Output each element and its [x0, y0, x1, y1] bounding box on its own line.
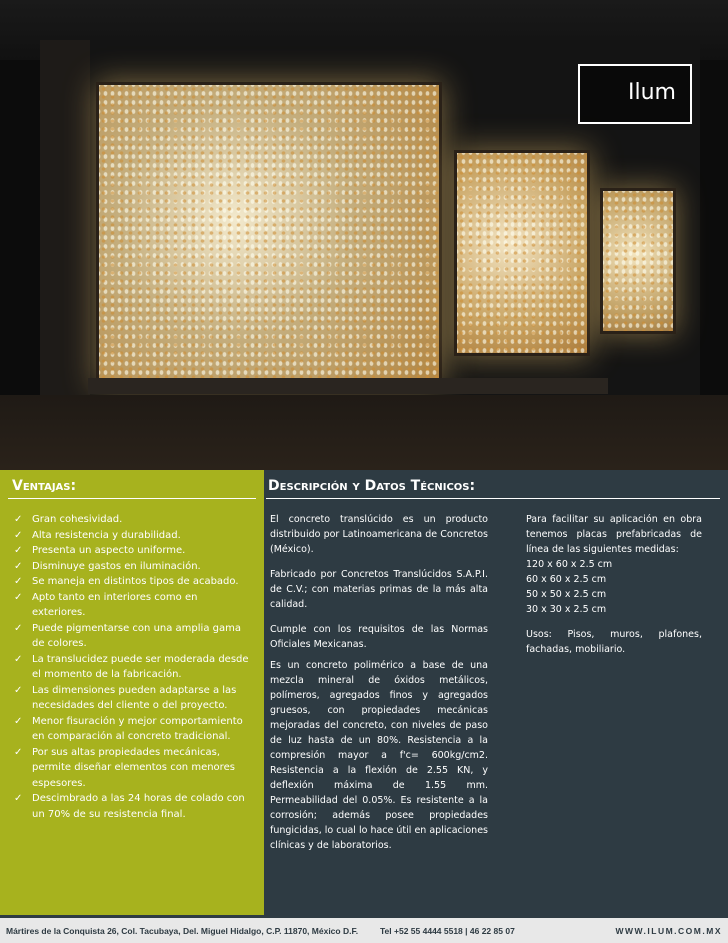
size-item: 50 x 50 x 2.5 cm [526, 589, 607, 600]
list-item: ✓ Por sus altas propiedades mecánicas, permite diseñar elementos con menores espesores. [14, 746, 235, 789]
list-item: ✓ La translucidez puede ser moderada desde el momento de la fabricación. [14, 653, 249, 680]
check-icon: ✓ [14, 576, 23, 587]
size-item: 120 x 60 x 2.5 cm [526, 559, 613, 570]
divider-left [8, 498, 256, 499]
placas-intro: Para facilitar su aplicación en obra tenemos placas prefabricadas de línea de las siguientes medidas: [526, 514, 702, 555]
check-icon: ✓ [14, 560, 23, 572]
list-item: ✓ Puede pigmentarse con una amplia gama de colores. [14, 622, 241, 649]
brand-logo-box [578, 64, 692, 124]
list-item: ✓ Las dimensiones pueden adaptarse a las necesidades del cliente o del proyecto. [14, 684, 237, 711]
size-item: 30 x 30 x 2.5 cm [526, 604, 607, 615]
check-icon: ✓ [14, 746, 23, 758]
descripcion-col1 [270, 512, 488, 863]
list-item: ✓ Alta resistencia y durabilidad. [14, 528, 254, 544]
check-icon: ✓ [14, 653, 23, 665]
ground [0, 395, 728, 470]
translucent-panel-small [600, 188, 676, 334]
check-icon: ✓ [14, 684, 23, 696]
check-icon: ✓ [14, 793, 23, 804]
list-item: ✓ Disminuye gastos en iluminación. [14, 559, 254, 575]
usos-text: Usos: Pisos, muros, plafones, fachadas, mobiliario. [526, 629, 702, 655]
descripcion-col2 [526, 512, 702, 667]
list-item: ✓ Se maneja en distintos tipos de acabado. [14, 574, 254, 590]
desc-paragraph-3: Cumple con los requisitos de las Normas Oficiales Mexicanas. [270, 624, 488, 650]
list-item: ✓ Apto tanto en interiores como en exteriores. [14, 591, 198, 618]
check-icon: ✓ [14, 591, 23, 603]
translucent-panel-large [96, 82, 442, 388]
ventajas-list [14, 512, 254, 822]
check-icon: ✓ [14, 715, 23, 727]
check-icon: ✓ [14, 529, 23, 541]
footer-phone: Tel +52 55 4444 5518 | 46 22 85 07 [380, 926, 515, 936]
translucent-panel-medium [454, 150, 590, 356]
check-icon: ✓ [14, 545, 23, 556]
check-icon: ✓ [14, 622, 23, 634]
list-item: ✓ Menor fisuración y mejor comportamiento en comparación al concreto tradicional. [14, 715, 243, 742]
ledge [88, 378, 608, 394]
size-item: 60 x 60 x 2.5 cm [526, 574, 607, 585]
descripcion-heading: Descripción y Datos Técnicos: [268, 478, 476, 494]
hero-photo [0, 0, 728, 470]
list-item: ✓ Descimbrado a las 24 horas de colado con un 70% de su resistencia final. [14, 793, 245, 820]
divider-right [266, 498, 720, 499]
desc-paragraph-1: El concreto translúcido es un producto distribuido por Latinoamericana de Concretos (México). [270, 514, 488, 555]
check-icon: ✓ [14, 514, 23, 525]
desc-paragraph-2: Fabricado por Concretos Translúcidos S.A.P.I. de C.V.; con materias primas de la más alta calidad. [270, 569, 488, 610]
brand-name: Ilum [628, 80, 676, 105]
list-item: ✓ Presenta un aspecto uniforme. [14, 543, 254, 559]
desc-paragraph-4: Es un concreto polimérico a base de una mezcla mineral de óxidos metálicos, polímeros, agregados finos y agregados gruesos, con propiedades mecánicas mejoradas del concreto, con niveles de paso de luz hasta de un 80%. Resistencia a la compresión mayor a f'c= 600kg/cm2. Resistencia a la flexión de 2.55 KN, y deflexión máxima de 1.55 mm. Permeabilidad del 0.05%. Es resistente a la corrosión; además posee propiedades fungicidas, lo cual lo hace útil en aplicaciones clínicas y de laboratorios. [270, 660, 488, 851]
ventajas-heading: Ventajas: [12, 478, 77, 494]
footer-website-link[interactable]: WWW.ILUM.COM.MX [615, 926, 722, 936]
list-item: ✓ Gran cohesividad. [14, 512, 254, 528]
footer-address: Mártires de la Conquista 26, Col. Tacubaya, Del. Miguel Hidalgo, C.P. 11870, México D.F. [6, 926, 359, 936]
